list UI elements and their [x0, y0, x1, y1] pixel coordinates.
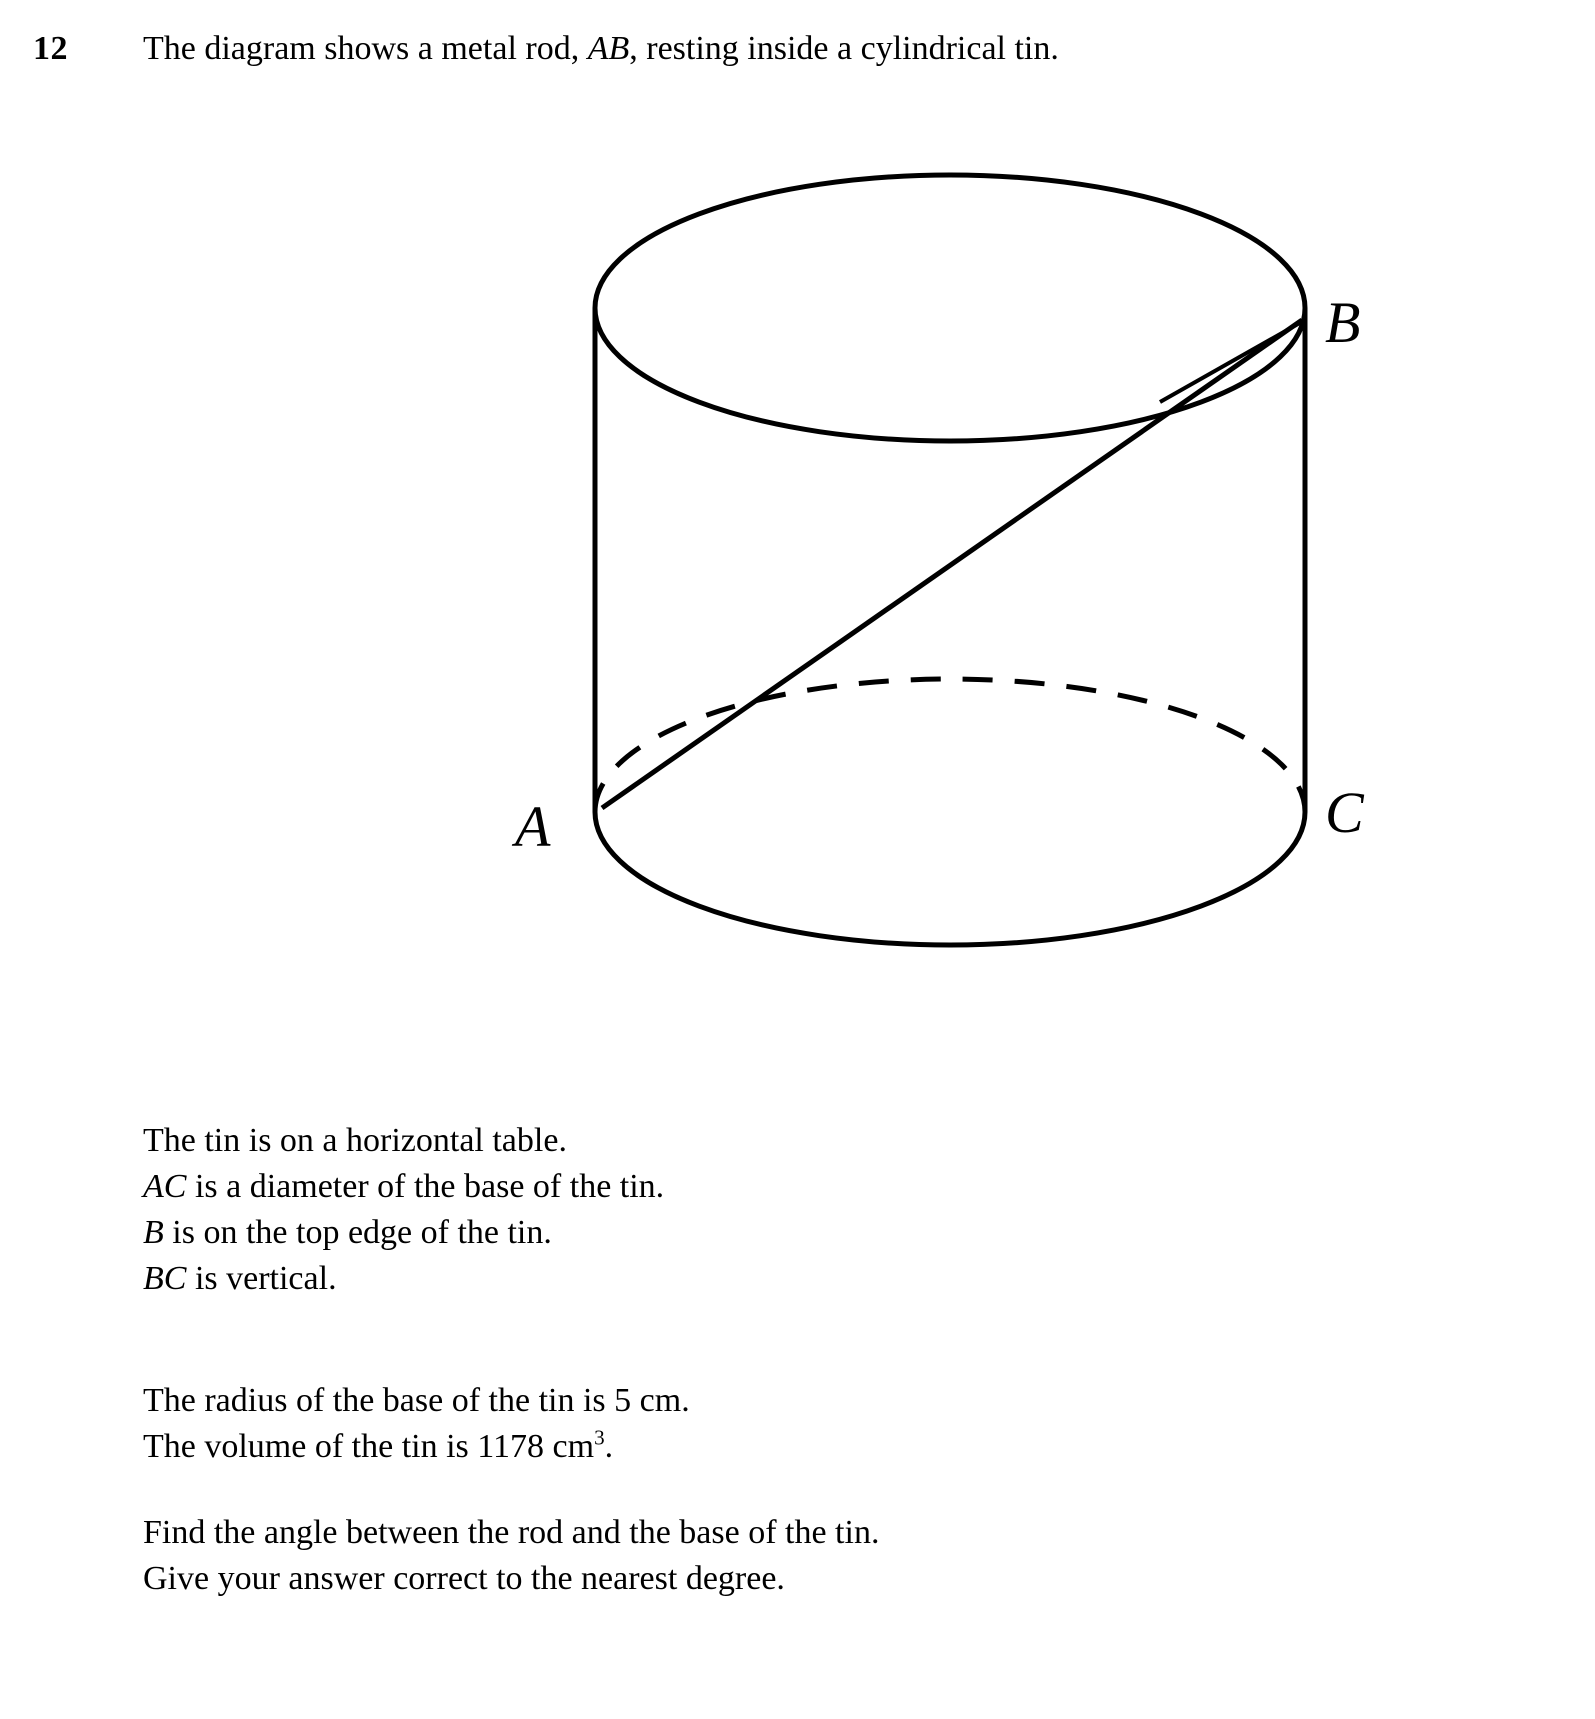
cylinder-diagram [515, 140, 1460, 990]
statement-line-2 [143, 1164, 664, 1210]
instruction-line-1: Find the angle between the rod and the base of the tin. [143, 1514, 880, 1551]
cylinder-bottom-back-arc [595, 679, 1305, 812]
cylinder-svg [515, 140, 1460, 990]
statement-text-1: The tin is on a horizontal table. [143, 1122, 567, 1159]
question-stem [143, 30, 1059, 68]
volume-line [143, 1424, 690, 1470]
statement-text-3: is on the top edge of the tin. [163, 1214, 552, 1251]
question-number: 12 [33, 30, 68, 67]
statement-italic-3: B [143, 1214, 164, 1251]
radius-text: The radius of the base of the tin is 5 cm. [143, 1382, 690, 1419]
question-stem-label: AB [587, 30, 630, 67]
statement-line-3 [143, 1210, 664, 1256]
statements-block [143, 1118, 664, 1302]
radius-line [143, 1378, 690, 1424]
measurements-block [143, 1378, 690, 1470]
statement-line-1 [143, 1118, 664, 1164]
label-b: B [1325, 290, 1361, 355]
instructions-block [143, 1510, 879, 1602]
question-stem-after: , resting inside a cylindrical tin. [629, 30, 1059, 67]
volume-text-after: . [604, 1428, 614, 1465]
volume-exponent: 3 [594, 1425, 605, 1450]
cylinder-bottom-front-arc [595, 812, 1305, 945]
statement-italic-2: AC [143, 1168, 187, 1205]
volume-text-before: The volume of the tin is 1178 cm [143, 1428, 595, 1465]
question-stem-before: The diagram shows a metal rod, [143, 30, 588, 67]
statement-text-4: is vertical. [186, 1260, 337, 1297]
rod-line-ab [602, 320, 1302, 808]
label-c: C [1325, 780, 1364, 845]
label-a: A [515, 794, 551, 859]
statement-text-2: is a diameter of the base of the tin. [186, 1168, 665, 1205]
statement-italic-4: BC [143, 1260, 187, 1297]
cylinder-top-ellipse [595, 175, 1305, 441]
instruction-line-2: Give your answer correct to the nearest degree. [143, 1560, 785, 1597]
statement-line-4 [143, 1256, 664, 1302]
